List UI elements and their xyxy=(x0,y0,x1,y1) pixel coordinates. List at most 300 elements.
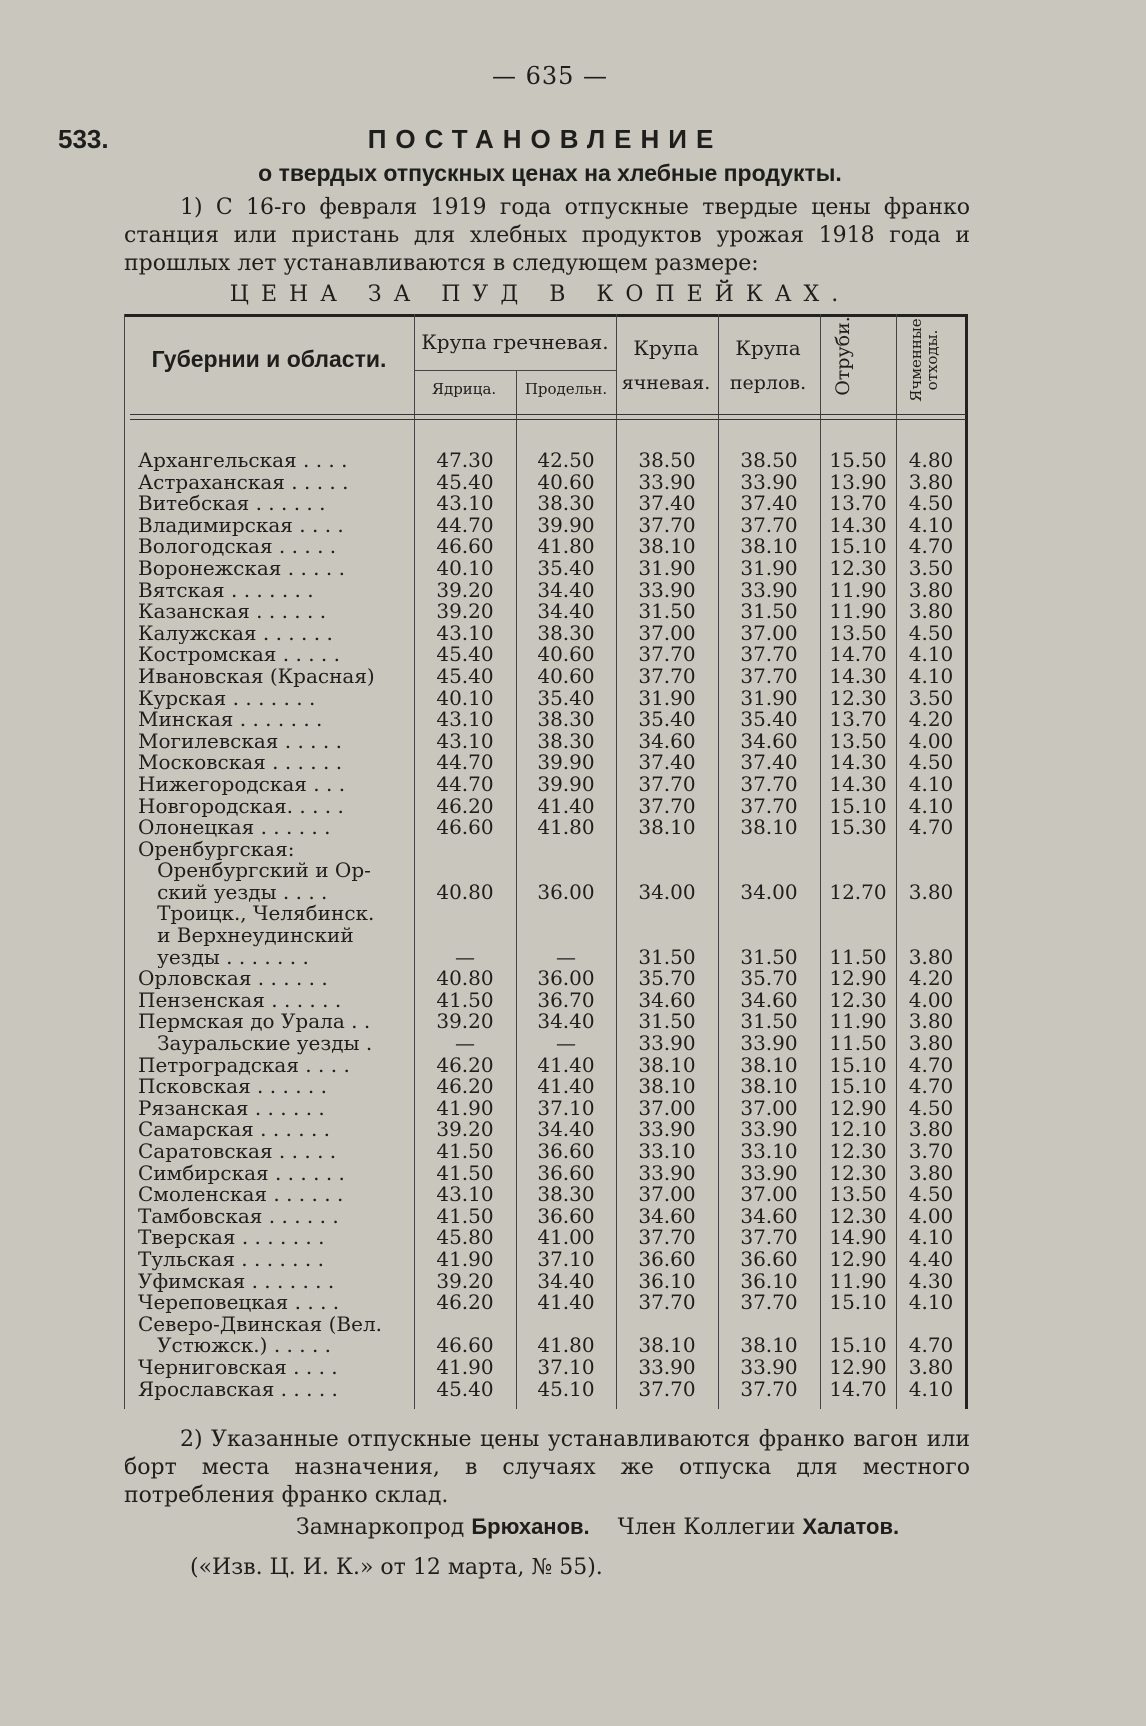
waste-price: 3.80 xyxy=(908,1117,954,1142)
prodel-price: 36.00 xyxy=(537,966,595,991)
waste-price: 4.10 xyxy=(908,1290,954,1315)
barley-price: 38.10 xyxy=(638,1333,696,1358)
bran-price: 12.90 xyxy=(829,966,887,991)
table-row xyxy=(124,709,968,731)
bran-price: 15.50 xyxy=(829,448,887,472)
bran-price: 13.50 xyxy=(829,1182,887,1207)
waste-price: 4.10 xyxy=(908,771,954,796)
region-name: Новгородская. . . . . xyxy=(138,795,344,818)
region-name: Северо-Двинская (Вел. xyxy=(138,1313,383,1336)
table-row xyxy=(124,817,968,839)
waste-price: 4.20 xyxy=(908,707,954,732)
region-name: Могилевская . . . . . xyxy=(138,730,342,753)
yadritsa-price: 40.10 xyxy=(436,555,494,580)
yadritsa-price: 41.50 xyxy=(436,1139,494,1163)
region-name: Ивановская (Красная) xyxy=(138,665,375,688)
pearl-price: 31.90 xyxy=(740,555,798,580)
prodel-price: 39.90 xyxy=(537,512,595,537)
region-name: Ярославская . . . . . xyxy=(138,1378,338,1401)
yadritsa-price: 46.20 xyxy=(436,793,494,818)
header-bran: Отруби. xyxy=(832,316,854,396)
waste-price: 4.20 xyxy=(908,966,954,991)
bran-price: 13.70 xyxy=(829,707,887,732)
pearl-price: 38.10 xyxy=(740,1074,798,1099)
region-name: Вятская . . . . . . . xyxy=(138,579,314,602)
region-name: Зауральские уезды . xyxy=(138,1033,373,1055)
barley-price: 38.10 xyxy=(638,1052,696,1077)
region-name: Тверская . . . . . . . xyxy=(138,1227,325,1249)
waste-price: 4.70 xyxy=(908,1074,954,1099)
bran-price: 14.30 xyxy=(829,663,887,688)
signature-role-1: Замнаркопрод xyxy=(296,1515,465,1540)
pearl-price: 37.40 xyxy=(740,491,798,516)
region-name: Московская . . . . . . xyxy=(138,752,343,774)
pearl-price: 33.90 xyxy=(740,1117,798,1142)
barley-price: 37.70 xyxy=(638,793,696,818)
yadritsa-price: 39.20 xyxy=(436,599,494,624)
waste-price: 4.50 xyxy=(908,491,954,516)
waste-price: 3.50 xyxy=(908,555,954,580)
page-number: — 635 — xyxy=(491,62,609,90)
region-name: Олонецкая . . . . . . xyxy=(138,817,331,839)
region-name: Рязанская . . . . . . xyxy=(138,1097,325,1120)
waste-price: 4.10 xyxy=(908,793,954,818)
table-row xyxy=(124,1292,968,1314)
barley-price: 36.60 xyxy=(638,1246,696,1271)
table-row xyxy=(124,1052,968,1077)
barley-price: 31.90 xyxy=(638,685,696,710)
prodel-price: 40.60 xyxy=(537,469,595,494)
yadritsa-price: 46.20 xyxy=(436,1074,494,1099)
barley-price: 33.10 xyxy=(638,1139,696,1163)
yadritsa-price: 45.40 xyxy=(436,663,494,688)
pearl-price: 37.00 xyxy=(740,1095,798,1120)
table-row xyxy=(124,925,968,947)
yadritsa-price: 41.50 xyxy=(436,987,494,1012)
prodel-price: 38.30 xyxy=(537,1182,595,1207)
yadritsa-price: 46.60 xyxy=(436,534,494,559)
table-row xyxy=(124,944,968,969)
waste-price: 3.80 xyxy=(908,1031,954,1056)
prodel-price: 45.10 xyxy=(537,1376,595,1401)
yadritsa-price: 47.30 xyxy=(436,448,494,472)
region-name: Саратовская . . . . . xyxy=(138,1141,337,1163)
pearl-price: 37.70 xyxy=(740,642,798,667)
waste-price: 4.70 xyxy=(908,815,954,840)
bran-price: 12.30 xyxy=(829,1139,887,1163)
prodel-price: 35.40 xyxy=(537,685,595,710)
prodel-price: 34.40 xyxy=(537,599,595,624)
price-table xyxy=(124,314,968,1409)
region-name: Воронежская . . . . . xyxy=(138,557,345,580)
table-row xyxy=(124,1203,968,1228)
region-name: Витебская . . . . . . xyxy=(138,493,326,515)
table-row xyxy=(124,685,968,710)
barley-price: 34.60 xyxy=(638,1203,696,1228)
bran-price: 11.50 xyxy=(829,1031,887,1056)
yadritsa-price: 43.10 xyxy=(436,620,494,645)
barley-price: 33.90 xyxy=(638,1354,696,1379)
waste-price: 4.00 xyxy=(908,1203,954,1228)
prodel-price: — xyxy=(556,944,576,969)
region-name: Астраханская . . . . . xyxy=(138,471,349,494)
pearl-price: 33.90 xyxy=(740,1031,798,1056)
waste-price: 3.70 xyxy=(908,1139,954,1163)
barley-price: 38.50 xyxy=(638,448,696,472)
table-row xyxy=(124,987,968,1012)
prodel-price: 38.30 xyxy=(537,728,595,753)
bran-price: 11.50 xyxy=(829,944,887,969)
bran-price: 13.70 xyxy=(829,491,887,516)
region-name: Самарская . . . . . . xyxy=(138,1119,331,1141)
barley-price: 37.00 xyxy=(638,1095,696,1120)
signature-line xyxy=(296,1514,899,1540)
barley-price: 38.10 xyxy=(638,815,696,840)
region-name: Симбирская . . . . . . xyxy=(138,1162,345,1185)
prodel-price: 38.30 xyxy=(537,707,595,732)
header-prodel: Продельн. xyxy=(524,380,608,398)
region-name: уезды . . . . . . . xyxy=(138,946,309,969)
pearl-price: 37.40 xyxy=(740,750,798,775)
pearl-price: 38.10 xyxy=(740,1333,798,1358)
yadritsa-price: 45.40 xyxy=(436,1376,494,1401)
prodel-price: 41.80 xyxy=(537,534,595,559)
yadritsa-price: 44.70 xyxy=(436,771,494,796)
pearl-price: 38.10 xyxy=(740,1052,798,1077)
document-title: ПОСТАНОВЛЕНИЕ xyxy=(367,124,723,154)
signature-role-2: Член Коллегии xyxy=(617,1515,796,1540)
barley-price: 31.50 xyxy=(638,944,696,969)
waste-price: 4.00 xyxy=(908,987,954,1012)
barley-price: 37.70 xyxy=(638,642,696,667)
paragraph-2: 2) Указанные отпускные цены устанавливаются франко вагон или борт места назначения, в случаях же отпуска для местного потребления франко склад. xyxy=(124,1427,970,1508)
bran-price: 15.10 xyxy=(829,1052,887,1077)
yadritsa-price: 41.90 xyxy=(436,1354,494,1379)
region-name: Вологодская . . . . . xyxy=(138,536,337,558)
table-caption: ЦЕНА ЗА ПУД В КОПЕЙКАХ. xyxy=(229,282,851,307)
region-name: Орловская . . . . . . xyxy=(138,968,328,990)
region-name: Тамбовская . . . . . . xyxy=(138,1205,339,1228)
table-subheader-rule xyxy=(414,370,616,371)
bran-price: 12.90 xyxy=(829,1095,887,1120)
prodel-price: 38.30 xyxy=(537,620,595,645)
waste-price: 4.10 xyxy=(908,1376,954,1401)
bran-price: 12.30 xyxy=(829,555,887,580)
pearl-price: 33.10 xyxy=(740,1139,798,1163)
table-row xyxy=(124,1335,968,1357)
bran-price: 15.10 xyxy=(829,1333,887,1358)
pearl-price: 36.10 xyxy=(740,1268,798,1293)
pearl-price: 34.60 xyxy=(740,987,798,1012)
barley-price: 37.70 xyxy=(638,512,696,537)
bran-price: 14.30 xyxy=(829,512,887,537)
pearl-price: 31.50 xyxy=(740,599,798,624)
pearl-price: 37.00 xyxy=(740,620,798,645)
barley-price: 33.90 xyxy=(638,469,696,494)
table-row xyxy=(124,536,968,558)
yadritsa-price: 45.80 xyxy=(436,1225,494,1250)
yadritsa-price: 41.50 xyxy=(436,1203,494,1228)
table-row xyxy=(124,1141,968,1163)
yadritsa-price: 46.20 xyxy=(436,1290,494,1315)
header-barley-line1: Крупа xyxy=(633,336,699,360)
yadritsa-price: 39.20 xyxy=(436,1268,494,1293)
table-row xyxy=(124,1119,968,1141)
paragraph-1: 1) С 16-го февраля 1919 года отпускные твердые цены франко станция или пристань для хлебных продуктов урожая 1918 года и прошлых лет устанавливаются в следующем размере: xyxy=(124,195,970,276)
table-row xyxy=(124,1376,968,1401)
waste-price: 4.10 xyxy=(908,642,954,667)
barley-price: 37.70 xyxy=(638,663,696,688)
waste-price: 4.10 xyxy=(908,512,954,537)
yadritsa-price: 40.80 xyxy=(436,879,494,904)
pearl-price: 37.70 xyxy=(740,1290,798,1315)
region-name: Троицк., Челябинск. xyxy=(138,903,375,926)
waste-price: 3.80 xyxy=(908,1354,954,1379)
yadritsa-price: 45.40 xyxy=(436,642,494,667)
barley-price: 31.50 xyxy=(638,599,696,624)
bran-price: 13.50 xyxy=(829,620,887,645)
prodel-price: 39.90 xyxy=(537,750,595,775)
region-name: Череповецкая . . . . xyxy=(138,1292,340,1314)
prodel-price: 38.30 xyxy=(537,491,595,516)
table-row xyxy=(124,493,968,515)
yadritsa-price: 46.20 xyxy=(436,1052,494,1077)
table-row xyxy=(124,728,968,753)
barley-price: 35.70 xyxy=(638,966,696,991)
bran-price: 11.90 xyxy=(829,1009,887,1034)
pearl-price: 37.70 xyxy=(740,771,798,796)
pearl-price: 34.60 xyxy=(740,728,798,753)
prodel-price: 36.00 xyxy=(537,879,595,904)
table-row xyxy=(124,620,968,645)
header-pearl-line1: Крупа xyxy=(735,336,801,360)
pearl-price: 38.10 xyxy=(740,534,798,559)
yadritsa-price: 45.40 xyxy=(436,469,494,494)
prodel-price: 41.40 xyxy=(537,1052,595,1077)
prodel-price: 39.90 xyxy=(537,771,595,796)
document-subtitle: о твердых отпускных ценах на хлебные продукты. xyxy=(258,160,842,186)
pearl-price: 31.50 xyxy=(740,1009,798,1034)
region-name: Нижегородская . . . xyxy=(138,773,346,796)
table-row xyxy=(124,577,968,602)
yadritsa-price: 40.80 xyxy=(436,966,494,991)
pearl-price: 33.90 xyxy=(740,1160,798,1185)
region-name: Уфимская . . . . . . . xyxy=(138,1270,335,1293)
table-row xyxy=(124,555,968,580)
pearl-price: 36.60 xyxy=(740,1246,798,1271)
barley-price: 35.40 xyxy=(638,707,696,732)
waste-price: 4.50 xyxy=(908,620,954,645)
prodel-price: 36.70 xyxy=(537,987,595,1012)
prodel-price: 41.00 xyxy=(537,1225,595,1250)
prodel-price: 41.40 xyxy=(537,793,595,818)
barley-price: 37.00 xyxy=(638,620,696,645)
bran-price: 12.30 xyxy=(829,1160,887,1185)
waste-price: 4.10 xyxy=(908,663,954,688)
barley-price: 36.10 xyxy=(638,1268,696,1293)
barley-price: 38.10 xyxy=(638,1074,696,1099)
pearl-price: 31.90 xyxy=(740,685,798,710)
region-name: Архангельская . . . . xyxy=(138,450,348,472)
pearl-price: 37.00 xyxy=(740,1182,798,1207)
yadritsa-price: 43.10 xyxy=(436,707,494,732)
pearl-price: 33.90 xyxy=(740,469,798,494)
waste-price: 3.80 xyxy=(908,1160,954,1185)
region-name: и Верхнеудинский xyxy=(138,925,354,947)
table-row xyxy=(124,663,968,688)
signature-name-1: Брюханов. xyxy=(471,1514,590,1539)
barley-price: 33.90 xyxy=(638,1031,696,1056)
waste-price: 4.40 xyxy=(908,1246,954,1271)
pearl-price: 33.90 xyxy=(740,577,798,602)
yadritsa-price: 39.20 xyxy=(436,577,494,602)
table-row xyxy=(124,752,968,774)
barley-price: 31.50 xyxy=(638,1009,696,1034)
prodel-price: 37.10 xyxy=(537,1354,595,1379)
waste-price: 3.80 xyxy=(908,577,954,602)
pearl-price: 37.70 xyxy=(740,1225,798,1250)
region-name: Калужская . . . . . . xyxy=(138,622,333,645)
barley-price: 33.90 xyxy=(638,1160,696,1185)
yadritsa-price: 39.20 xyxy=(436,1009,494,1034)
region-name: Оренбургский и Ор- xyxy=(138,860,371,882)
region-name: Псковская . . . . . . xyxy=(138,1076,327,1098)
waste-price: 3.80 xyxy=(908,879,954,904)
table-row xyxy=(124,860,968,882)
waste-price: 3.80 xyxy=(908,469,954,494)
bran-price: 12.30 xyxy=(829,685,887,710)
table-row xyxy=(124,1246,968,1271)
region-name: Костромская . . . . . xyxy=(138,644,341,666)
pearl-price: 38.50 xyxy=(740,448,798,472)
bran-price: 15.10 xyxy=(829,793,887,818)
yadritsa-price: 43.10 xyxy=(436,728,494,753)
header-yadritsa: Ядрица. xyxy=(431,380,497,398)
region-name: Устюжск.) . . . . . xyxy=(138,1335,332,1357)
yadritsa-price: 41.90 xyxy=(436,1095,494,1120)
yadritsa-price: 41.50 xyxy=(436,1160,494,1185)
waste-price: 3.80 xyxy=(908,1009,954,1034)
header-barley-waste: Ячменные отходы. xyxy=(907,318,941,402)
table-row xyxy=(124,1011,968,1033)
prodel-price: 41.80 xyxy=(537,1333,595,1358)
barley-price: 34.00 xyxy=(638,879,696,904)
bran-price: 12.30 xyxy=(829,1203,887,1228)
yadritsa-price: 44.70 xyxy=(436,750,494,775)
yadritsa-price: — xyxy=(455,1031,475,1056)
prodel-price: 37.10 xyxy=(537,1246,595,1271)
table-body xyxy=(124,450,968,1400)
table-header-rule xyxy=(130,419,966,420)
pearl-price: 37.70 xyxy=(740,793,798,818)
yadritsa-price: 43.10 xyxy=(436,491,494,516)
bran-price: 15.10 xyxy=(829,1074,887,1099)
bran-price: 11.90 xyxy=(829,1268,887,1293)
barley-price: 37.40 xyxy=(638,491,696,516)
waste-price: 3.80 xyxy=(908,944,954,969)
region-name: Смоленская . . . . . . xyxy=(138,1184,344,1206)
pearl-price: 33.90 xyxy=(740,1354,798,1379)
prodel-price: 36.60 xyxy=(537,1139,595,1163)
table-row xyxy=(124,968,968,990)
table-row xyxy=(124,1076,968,1098)
bran-price: 14.30 xyxy=(829,771,887,796)
barley-price: 33.90 xyxy=(638,577,696,602)
barley-price: 37.70 xyxy=(638,771,696,796)
region-name: Минская . . . . . . . xyxy=(138,709,323,731)
table-row xyxy=(124,450,968,472)
pearl-price: 37.70 xyxy=(740,512,798,537)
table-header-rule xyxy=(130,414,966,415)
table-row xyxy=(124,1184,968,1206)
prodel-price: 34.40 xyxy=(537,577,595,602)
header-region: Губернии и области. xyxy=(151,346,387,372)
pearl-price: 31.50 xyxy=(740,944,798,969)
waste-price: 4.10 xyxy=(908,1225,954,1250)
region-name: Петроградская . . . . xyxy=(138,1054,350,1077)
table-row xyxy=(124,601,968,623)
barley-price: 37.70 xyxy=(638,1225,696,1250)
table-row xyxy=(124,839,968,861)
prodel-price: 36.60 xyxy=(537,1160,595,1185)
table-row xyxy=(124,1160,968,1185)
pearl-price: 37.70 xyxy=(740,663,798,688)
table-row xyxy=(124,1095,968,1120)
bran-price: 14.70 xyxy=(829,642,887,667)
bran-price: 12.70 xyxy=(829,879,887,904)
yadritsa-price: 43.10 xyxy=(436,1182,494,1207)
region-name: Казанская . . . . . . xyxy=(138,601,327,623)
prodel-price: 35.40 xyxy=(537,555,595,580)
table-row xyxy=(124,469,968,494)
header-buckwheat: Крупа гречневая. xyxy=(421,330,609,354)
barley-price: 37.40 xyxy=(638,750,696,775)
pearl-price: 34.60 xyxy=(740,1203,798,1228)
header-barley-line2: ячневая. xyxy=(621,372,711,394)
barley-price: 38.10 xyxy=(638,534,696,559)
bran-price: 14.30 xyxy=(829,750,887,775)
yadritsa-price: — xyxy=(455,944,475,969)
waste-price: 4.50 xyxy=(908,1182,954,1207)
waste-price: 4.70 xyxy=(908,534,954,559)
region-name: Оренбургская: xyxy=(138,838,295,861)
bran-price: 12.30 xyxy=(829,987,887,1012)
prodel-price: 34.40 xyxy=(537,1009,595,1034)
bran-price: 15.10 xyxy=(829,534,887,559)
yadritsa-price: 39.20 xyxy=(436,1117,494,1142)
barley-price: 37.00 xyxy=(638,1182,696,1207)
prodel-price: 41.80 xyxy=(537,815,595,840)
prodel-price: 34.40 xyxy=(537,1117,595,1142)
bran-price: 15.30 xyxy=(829,815,887,840)
barley-price: 33.90 xyxy=(638,1117,696,1142)
table-row xyxy=(124,903,968,925)
barley-price: 31.90 xyxy=(638,555,696,580)
source-citation: («Изв. Ц. И. К.» от 12 марта, № 55). xyxy=(190,1555,603,1580)
waste-price: 4.00 xyxy=(908,728,954,753)
table-row xyxy=(124,793,968,818)
waste-price: 4.50 xyxy=(908,1095,954,1120)
prodel-price: 41.40 xyxy=(537,1074,595,1099)
table-row xyxy=(124,879,968,904)
region-name: Курская . . . . . . . xyxy=(138,687,316,710)
barley-price: 37.70 xyxy=(638,1290,696,1315)
prodel-price: — xyxy=(556,1031,576,1056)
waste-price: 3.50 xyxy=(908,685,954,710)
waste-price: 4.70 xyxy=(908,1333,954,1358)
table-row xyxy=(124,1033,968,1055)
pearl-price: 35.40 xyxy=(740,707,798,732)
